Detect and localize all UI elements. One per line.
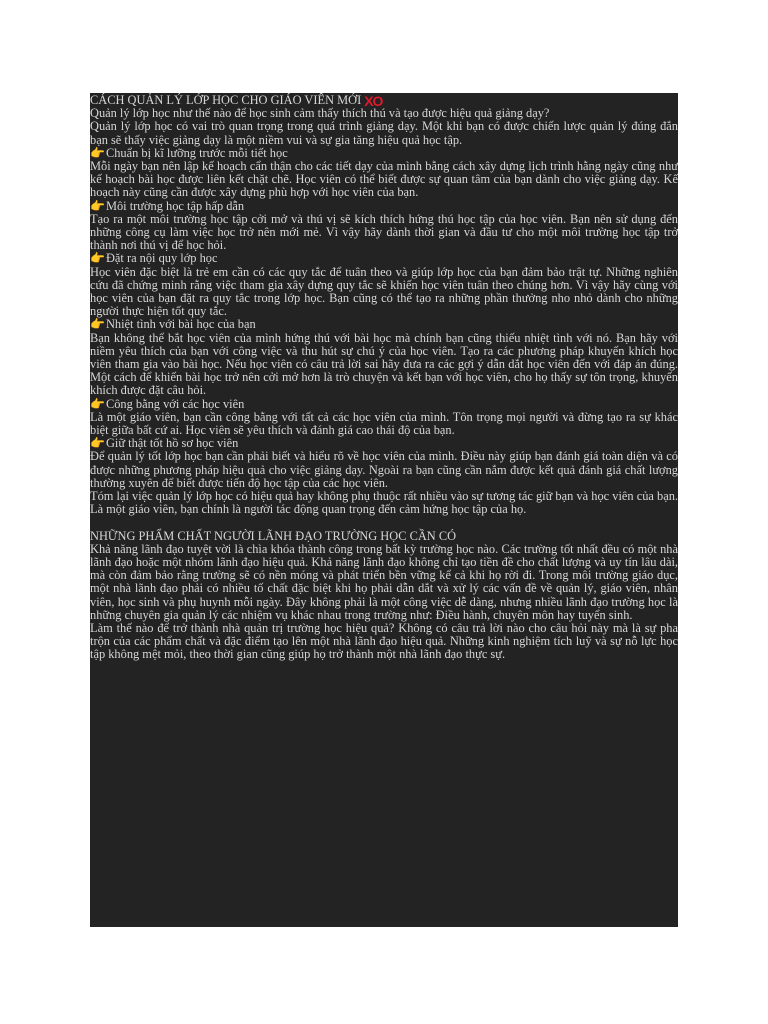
pointing-hand-icon: 👉 <box>90 317 105 332</box>
pointing-hand-icon: 👉 <box>90 436 105 451</box>
intro-paragraph: Quản lý lớp học có vai trò quan trọng trong quá trình giảng dạy. Một khi bạn có được chiến lược quản lý đúng đắn bạn sẽ thấy việc giảng dạy là một niềm vui và sự gia tăng hiệu quả học tập. <box>90 119 678 147</box>
section-body: Tạo ra một môi trường học tập cởi mở và thú vị sẽ kích thích hứng thú học tập của học viên. Bạn nên sử dụng đến những công cụ làm việc học trở nên mới mẻ. Vì vậy hãy dành thời gian và đầu tư cho một môi trường học tập trở thành nơi thú vị để học hỏi. <box>90 211 678 253</box>
section-heading-text: Môi trường học tập hấp dẫn <box>105 198 245 213</box>
pointing-hand-icon: 👉 <box>90 396 105 411</box>
section-body: Bạn không thể bắt học viên của mình hứng thú với bài học mà chính bạn cũng thiếu nhiệt tình với nó. Bạn hãy với niềm yêu thích của bạn với công việc và thu hút sự chú ý của học viên. Tạo ra các phương pháp khuyến khích học viên tham gia vào bài học. Nếu học viên có câu trả lời sai hãy đưa ra các gợi ý dẫn dắt học viên đến với đáp án đúng. Một cách để khiến bài học trở nên cởi mở hơn là trò chuyện và kết bạn với học viên, cho họ thấy sự tôn trọng, khuyến khích được đặt câu hỏi. <box>90 330 678 398</box>
section-body: Học viên đặc biệt là trẻ em cần có các quy tắc để tuân theo và giúp lớp học của bạn đảm bảo trật tự. Những nghiên cứu đã chứng minh rằng việc tham gia xây dựng quy tắc sẽ khiến học viên tuân theo chúng hơn. Vì vậy hãy cùng với học viên của bạn đặt ra quy tắc trong lớp học. Bạn cũng có thể tạo ra những phần thưởng nho nhỏ dành cho những người thực hiện tốt quy tắc. <box>90 264 678 319</box>
section-heading <box>90 318 678 331</box>
section-heading-text: Chuẩn bị kĩ lưỡng trước mỗi tiết học <box>105 145 288 160</box>
section-title: NHỮNG PHẨM CHẤT NGƯỜI LÃNH ĐẠO TRƯỜNG HỌC CẦN CÓ <box>90 528 457 543</box>
section2-paragraph-2: Làm thế nào để trở thành nhà quản trị trường học hiệu quả? Không có câu trả lời nào cho câu hỏi này mà là sự pha trộn của các phẩm chất và đặc điểm tạo lên một nhà lãnh đạo hiệu quả. Những kinh nghiệm tích luỹ và sự nỗ lực học tập không mệt mỏi, theo thời gian cũng giúp họ trở thành một nhà lãnh đạo thực sự. <box>90 620 678 662</box>
section-heading-text: Nhiệt tình với bài học của bạn <box>105 317 256 332</box>
section-heading <box>90 252 678 265</box>
section-heading-text: Giữ thật tốt hồ sơ học viên <box>105 436 239 451</box>
xo-emoji-icon: XO <box>364 93 383 109</box>
pointing-hand-icon: 👉 <box>90 145 105 160</box>
document-page <box>90 93 678 927</box>
blank-line <box>90 517 678 530</box>
intro-question: Quản lý lớp học như thế nào để học sinh cảm thấy thích thú và tạo được hiệu quả giảng dạy? <box>90 106 550 121</box>
pointing-hand-icon: 👉 <box>90 251 105 266</box>
conclusion-paragraph: Tóm lại việc quản lý lớp học có hiệu quả hay không phụ thuộc rất nhiều vào sự tương tác giữ bạn và học viên của bạn. Là một giáo viên, bạn chính là người tác động quan trọng đến cảm hứng học tập của họ. <box>90 489 678 517</box>
pointing-hand-icon: 👉 <box>90 198 105 213</box>
section-heading-text: Công bằng với các học viên <box>105 396 245 411</box>
section-body: Mỗi ngày bạn nên lập kế hoạch cẩn thận cho các tiết dạy của mình bằng cách xây dựng lịch trình hằng ngày cũng như kế hoạch bài học được liên kết chặt chẽ. Học viên có thể biết được sự quan tâm của bạn dành cho việc giảng dạy. Kế hoạch này cũng cần được xây dựng phù hợp với học viên của bạn. <box>90 159 678 200</box>
section2-paragraph-1: Khả năng lãnh đạo tuyệt vời là chìa khóa thành công trong bất kỳ trường học nào. Các trường tốt nhất đều có một nhà lãnh đạo hoặc một nhóm lãnh đạo hiệu quả. Khả năng lãnh đạo không chỉ tạo tiền đề cho chất lượng và uy tín lâu dài, mà còn đảm bảo rằng trường sẽ có nền móng và phát triển bền vững kể cả khi họ rời đi. Trong môi trường giáo dục, một nhà lãnh đạo phải có nhiều tố chất đặc biệt khi họ phải dẫn dắt và xử lý các vấn đề về quản lý, giáo viên, nhân viên, học sinh và phụ huynh mỗi ngày. Đây không phải là một công việc dễ dàng, nhưng nhiều lãnh đạo trường học là những chuyên gia quản lý các nhiệm vụ khác nhau trong trường như: Điều hành, chuyên môn hay tuyển sinh. <box>90 541 678 622</box>
section-heading <box>90 398 678 411</box>
section-heading <box>90 200 678 213</box>
page-title: CÁCH QUẢN LÝ LỚP HỌC CHO GIÁO VIÊN MỚI <box>90 93 362 107</box>
section-heading-text: Đặt ra nội quy lớp học <box>105 251 218 266</box>
section-body: Là một giáo viên, bạn cần công bằng với tất cả các học viên của mình. Tôn trọng mọi người và đừng tạo ra sự khác biệt giữa bất cứ ai. Học viên sẽ yêu thích và đánh giá cao thái độ của bạn. <box>90 409 678 438</box>
section-body: Để quản lý tốt lớp học bạn cần phải biết và hiểu rõ về học viên của mình. Điều này giúp bạn đánh giá toàn diện và có được những phương pháp hiệu quả cho việc giảng dạy. Ngoài ra bạn cũng cần nắm được kết quả đánh giá chất lượng thường xuyên để biết được tiến độ học tập của các học viên. <box>90 449 678 490</box>
